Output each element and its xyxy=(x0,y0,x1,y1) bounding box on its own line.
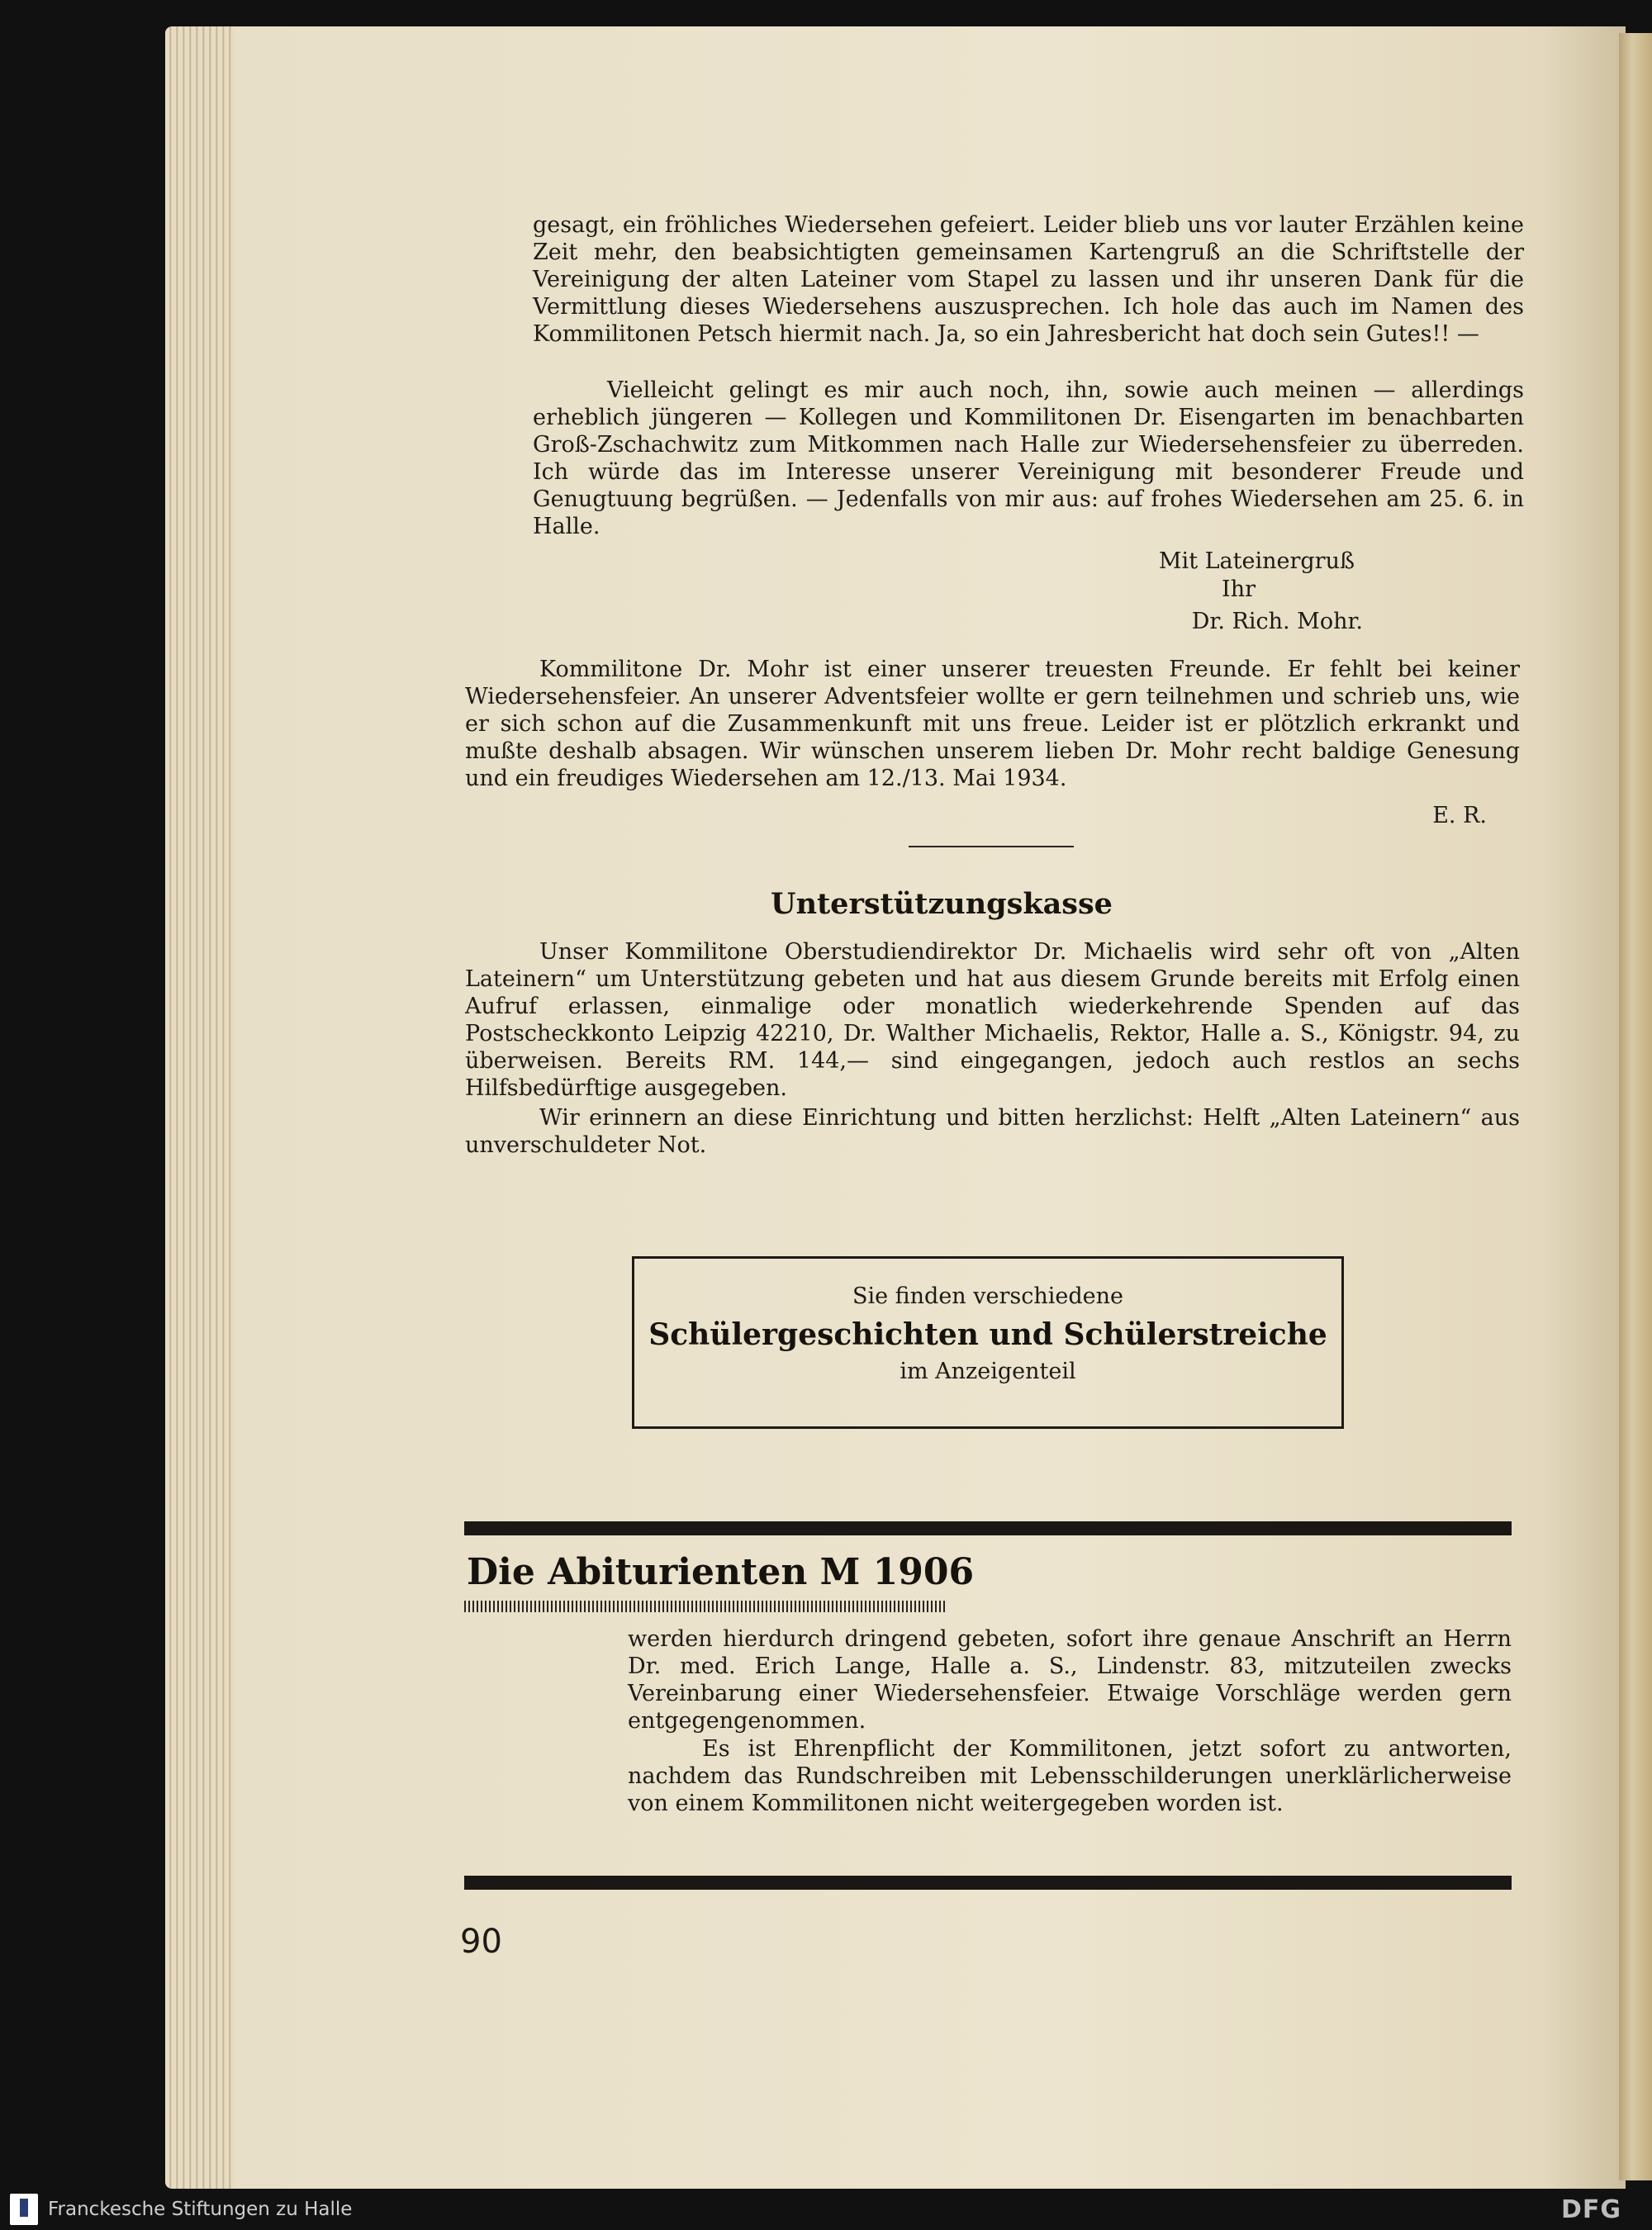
note-initials: E. R. xyxy=(1432,803,1487,828)
heavy-rule-bottom xyxy=(464,1876,1512,1890)
letter-paragraph-1: gesagt, ein fröhliches Wiedersehen gefeiert. Leider blieb uns vor lauter Erzählen keine Zeit mehr, den beabsichtigten gemeinsamen Kartengruß an die Schriftstelle der Vereinigung der alten Lateiner vom Stapel zu lassen und ihr unseren Dank für die Vermittlung dieses Wiedersehens auszusprechen. Ich hole das auch im Namen des Kommilitonen Petsch hiermit nach. Ja, so ein Jahresbericht hat doch sein Gutes!! — xyxy=(533,212,1524,347)
note-paragraph: Kommilitone Dr. Mohr ist einer unserer treuesten Freunde. Er fehlt bei keiner Wiedersehensfeier. An unserer Adventsfeier wollte er gern teilnehmen und schrieb uns, wie er sich schon auf die Zusammenkunft mit uns freue. Leider ist er plötzlich erkrankt und mußte deshalb absagen. Wir wünschen unserem lieben Dr. Mohr recht baldige Genesung und ein freudiges Wiedersehen am 12./13. Mai 1934. xyxy=(465,657,1520,791)
support-fund-heading: Unterstützungskasse xyxy=(771,887,1113,921)
letter-closing-ihr: Ihr xyxy=(1222,576,1256,602)
advertisement-box xyxy=(632,1256,1344,1429)
dfg-badge: DFG xyxy=(1561,2195,1622,2224)
ad-line-3: im Anzeigenteil xyxy=(900,1359,1076,1384)
support-fund-paragraph-2: Wir erinnern an diese Einrichtung und bitten herzlichst: Helft „Alten Lateinern“ aus unverschuldeter Not. xyxy=(465,1105,1520,1158)
support-fund-paragraph-1: Unser Kommilitone Oberstudiendirektor Dr. Michaelis wird sehr oft von „Alten Lateinern“ um Unterstützung gebeten und hat aus diesem Grunde bereits mit Erfolg einen Aufruf erlassen, einmalige oder monatlich wiederkehrende Spenden auf das Postscheckkonto Leipzig 42210, Dr. Walther Michaelis, Rektor, Halle a. S., Königstr. 94, zu überweisen. Bereits RM. 144,— sind eingegangen, jedoch auch restlos an sechs Hilfsbedürftige ausgegeben. xyxy=(465,939,1520,1101)
book-gutter xyxy=(1619,33,1652,2180)
institution-logo-icon xyxy=(10,2194,38,2225)
letter-paragraph-2: Vielleicht gelingt es mir auch noch, ihn, sowie auch meinen — allerdings erheblich jüngeren — Kollegen und Kommilitonen Dr. Eisengarten im benachbarten Groß-Zschachwitz zum Mitkommen nach Halle zur Wiedersehensfeier zu überreden. Ich würde das im Interesse unserer Vereinigung mit besonderer Freude und Genugtuung begrüßen. — Jedenfalls von mir aus: auf frohes Wiedersehen am 25. 6. in Halle. xyxy=(533,377,1524,539)
abiturienten-paragraph-1: werden hierdurch dringend gebeten, sofort ihre genaue Anschrift an Herrn Dr. med. Erich Lange, Halle a. S., Lindenstr. 83, mitzuteilen zwecks Vereinbarung einer Wiedersehensfeier. Etwaige Vorschläge werden gern entgegengenommen. xyxy=(628,1626,1512,1734)
footer-institution-name: Franckesche Stiftungen zu Halle xyxy=(48,2199,353,2220)
book-page-edges xyxy=(165,26,241,2189)
heavy-rule-top xyxy=(464,1521,1512,1535)
ad-line-2: Schülergeschichten und Schülerstreiche xyxy=(648,1317,1327,1352)
section-divider xyxy=(909,846,1074,847)
ad-line-1: Sie finden verschiedene xyxy=(852,1283,1124,1309)
abiturienten-paragraph-2: Es ist Ehrenpflicht der Kommilitonen, jetzt sofort zu antworten, nachdem das Rundschreiben mit Lebensschilderungen unerklärlicherweise von einem Kommilitonen nicht weitergegeben worden ist. xyxy=(628,1736,1512,1816)
abiturienten-heading: Die Abiturienten M 1906 xyxy=(467,1551,975,1593)
page-number: 90 xyxy=(460,1923,502,1961)
heading-underline xyxy=(464,1601,947,1612)
letter-signature: Dr. Rich. Mohr. xyxy=(1191,609,1363,634)
letter-closing: Mit Lateinergruß xyxy=(1158,548,1355,574)
